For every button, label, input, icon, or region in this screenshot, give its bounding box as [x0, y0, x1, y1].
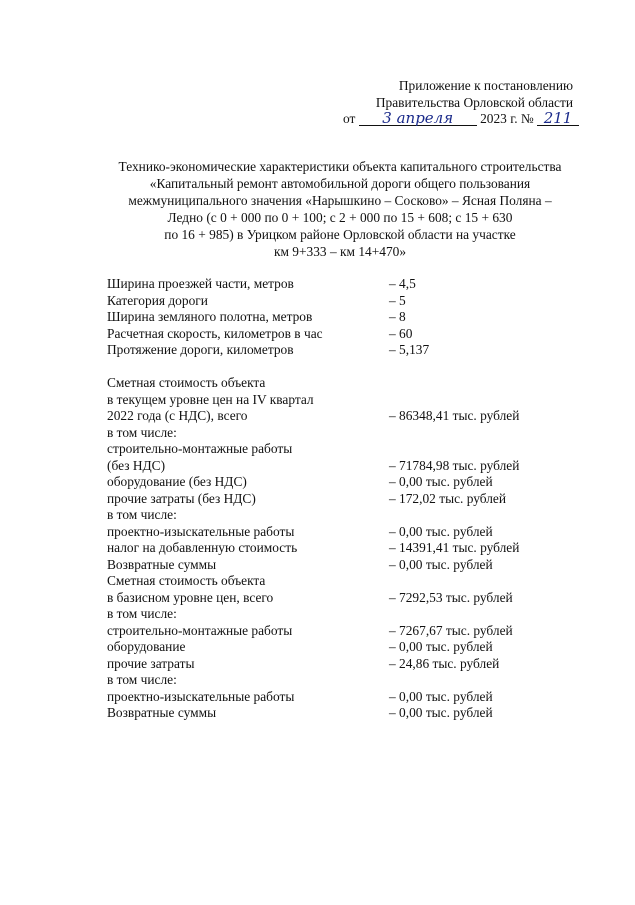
row-label: оборудование (без НДС) — [107, 474, 247, 489]
title-line: Ледно (с 0 + 000 по 0 + 100; с 2 + 000 по 15 + 608; с 15 + 630 — [167, 210, 513, 225]
table-row — [107, 672, 587, 689]
row-label: Возвратные суммы — [107, 556, 217, 572]
row-value: – 60 — [389, 325, 413, 341]
row-label: Протяжение дороги, километров — [107, 342, 294, 357]
row-label: проектно-изыскательные работы — [107, 688, 295, 704]
title-line: по 16 + 985) в Урицком районе Орловской области на участке — [164, 227, 516, 242]
row-value: – 0,00 тыс. рублей — [389, 639, 493, 654]
table-row — [107, 573, 587, 590]
table-row — [107, 557, 587, 574]
row-label: в базисном уровне цен, всего — [107, 589, 274, 605]
table-row — [107, 309, 587, 326]
row-value: – 0,00 тыс. рублей — [389, 556, 493, 572]
title-line: км 9+333 – км 14+470» — [273, 244, 407, 259]
table-row — [107, 623, 587, 640]
table-row — [107, 507, 587, 524]
table-row — [107, 342, 587, 359]
row-label: в текущем уровне цен на IV квартал — [107, 391, 314, 407]
row-label: Категория дороги — [107, 292, 208, 308]
year-label: 2023 г. № — [480, 111, 534, 126]
table-row — [107, 524, 587, 541]
row-value: – 86348,41 тыс. рублей — [389, 408, 520, 423]
row-label: оборудование — [107, 639, 186, 654]
table-row — [107, 705, 587, 722]
table-row — [107, 606, 587, 623]
appendix-line-1: Приложение к постановлению — [398, 78, 573, 93]
table-row — [107, 491, 587, 508]
table-row — [107, 441, 587, 458]
table-row — [107, 540, 587, 557]
row-value: – 0,00 тыс. рублей — [389, 523, 493, 539]
table-row — [107, 276, 587, 293]
table-row — [107, 326, 587, 343]
table-row — [107, 474, 587, 491]
row-label: прочие затраты — [107, 655, 195, 671]
title-line: «Капитальный ремонт автомобильной дороги общего пользования — [149, 176, 531, 191]
table-row — [107, 375, 587, 392]
table-row — [107, 293, 587, 310]
appendix-header — [343, 78, 573, 128]
row-value: – 5 — [389, 292, 406, 308]
row-value: – 4,5 — [389, 276, 416, 291]
row-label: проектно-изыскательные работы — [107, 523, 295, 539]
row-value: – 0,00 тыс. рублей — [389, 705, 493, 720]
row-value — [389, 507, 587, 524]
row-value: – 8 — [389, 309, 406, 324]
handwritten-date: 3 апреля — [359, 111, 477, 126]
table-row — [107, 458, 587, 475]
appendix-date-line — [343, 111, 573, 128]
row-label: Сметная стоимость объекта — [107, 375, 266, 390]
row-label: налог на добавленную стоимость — [107, 540, 298, 555]
table-row — [107, 590, 587, 607]
title-line: Технико-экономические характеристики объекта капитального строительства — [118, 159, 562, 174]
row-label: Ширина земляного полотна, метров — [107, 309, 313, 324]
row-label: в том числе: — [107, 424, 177, 440]
row-value: – 172,02 тыс. рублей — [389, 490, 507, 506]
row-value: – 0,00 тыс. рублей — [389, 474, 493, 489]
row-label: Возвратные суммы — [107, 705, 217, 720]
row-label: 2022 года (с НДС), всего — [107, 408, 248, 423]
title-line: межмуниципального значения «Нарышкино – Сосково» – Ясная Поляна – — [128, 193, 552, 208]
row-label: строительно-монтажные работы — [107, 622, 293, 638]
from-label: от — [343, 111, 356, 126]
row-value — [389, 606, 587, 623]
appendix-line-2: Правительства Орловской области — [375, 94, 573, 110]
row-value: – 7292,53 тыс. рублей — [389, 589, 513, 605]
row-label: Ширина проезжей части, метров — [107, 276, 294, 291]
row-value — [389, 441, 587, 458]
table-row — [107, 689, 587, 706]
row-value — [389, 392, 587, 409]
row-value: – 7267,67 тыс. рублей — [389, 622, 513, 638]
row-value: – 24,86 тыс. рублей — [389, 655, 500, 671]
row-value — [389, 672, 587, 689]
row-value — [389, 425, 587, 442]
row-value — [389, 375, 587, 392]
document-title — [80, 158, 600, 260]
row-label: прочие затраты (без НДС) — [107, 490, 256, 506]
row-value: – 14391,41 тыс. рублей — [389, 540, 520, 555]
row-label: Расчетная скорость, километров в час — [107, 325, 323, 341]
table-row — [107, 425, 587, 442]
row-label: (без НДС) — [107, 457, 166, 473]
road-parameters — [107, 276, 587, 359]
row-label: строительно-монтажные работы — [107, 441, 293, 456]
row-value: – 0,00 тыс. рублей — [389, 688, 493, 704]
row-label: Сметная стоимость объекта — [107, 573, 266, 588]
table-row — [107, 639, 587, 656]
row-label: в том числе: — [107, 606, 177, 621]
table-row — [107, 656, 587, 673]
row-label: в том числе: — [107, 507, 177, 522]
row-value — [389, 573, 587, 590]
table-row — [107, 408, 587, 425]
table-row — [107, 392, 587, 409]
row-label: в том числе: — [107, 672, 177, 687]
row-value: – 71784,98 тыс. рублей — [389, 457, 520, 473]
row-value: – 5,137 — [389, 342, 430, 357]
handwritten-number: 211 — [537, 111, 579, 126]
cost-estimate — [107, 375, 587, 722]
